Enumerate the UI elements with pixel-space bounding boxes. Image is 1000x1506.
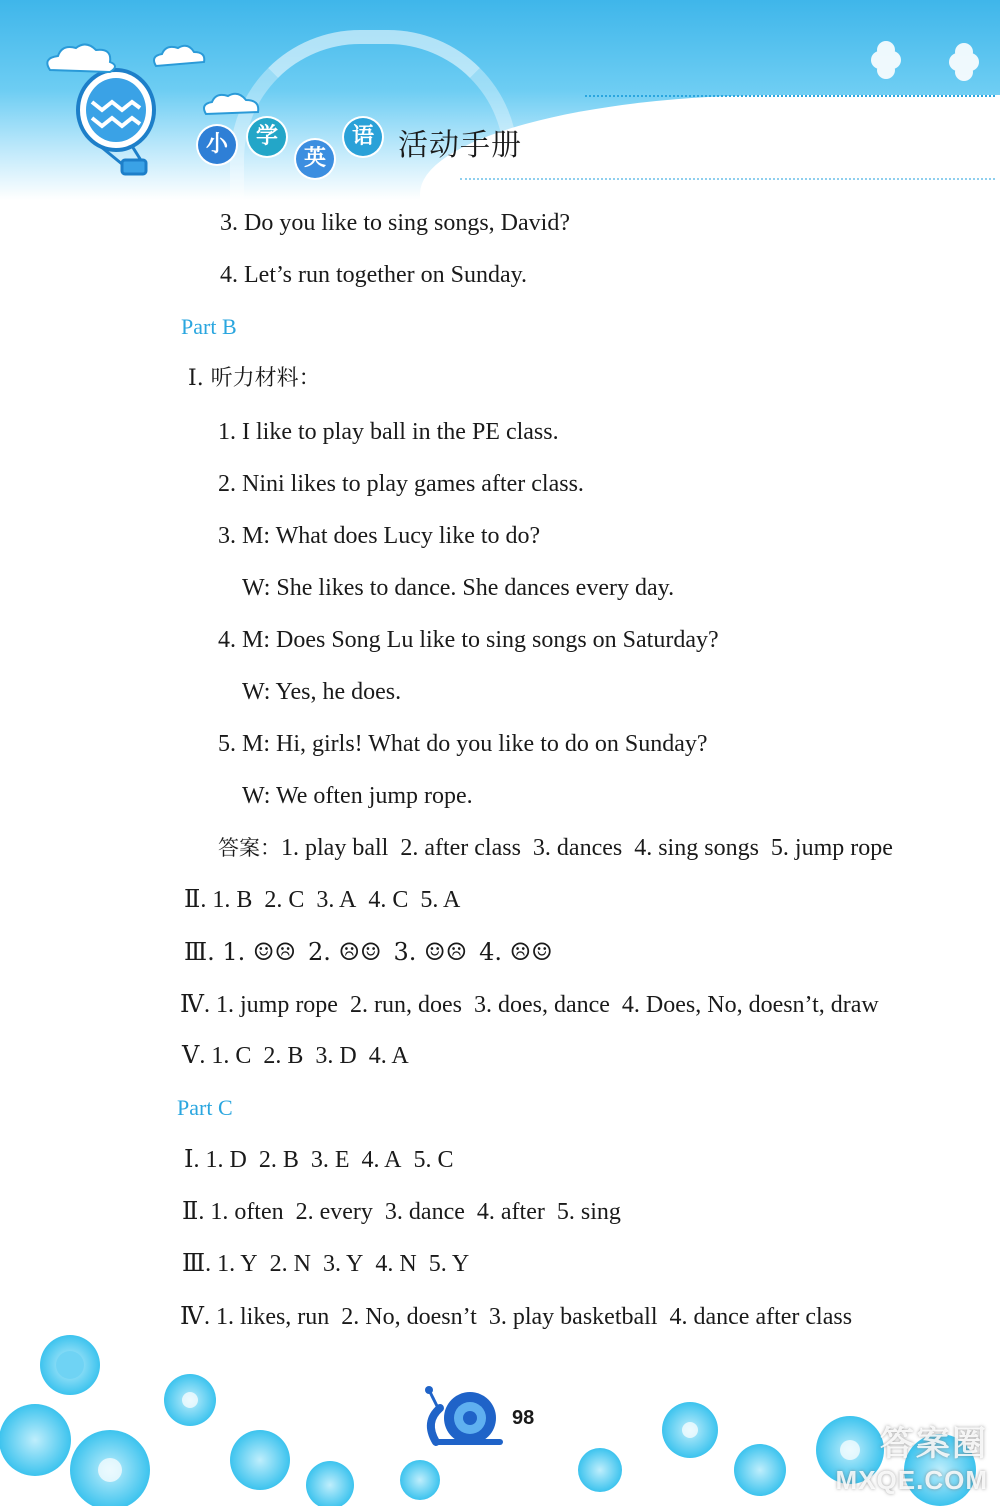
title-char-bubble: 小 — [198, 126, 236, 164]
answer-item: 5. jump rope — [770, 835, 893, 861]
text-line: 4. Let’s run together on Sunday. — [220, 262, 528, 288]
answer-item: 2. every — [295, 1199, 373, 1225]
text-line: 5. M: Hi, girls! What do you like to do on Sunday? — [218, 731, 708, 757]
cloud-icon — [200, 88, 270, 120]
title-char-bubble: 语 — [344, 118, 382, 156]
answer-item: 2. No, doesn’t — [341, 1304, 477, 1330]
hot-air-balloon-icon — [70, 68, 170, 178]
header-dotted-line-bottom — [460, 178, 995, 180]
answer-item: 4. ☹☺ — [479, 938, 553, 966]
page-number: 98 — [512, 1407, 535, 1429]
text-line: 2. Nini likes to play games after class. — [218, 471, 584, 497]
answer-item: 2. C — [264, 887, 305, 913]
snail-icon — [425, 1386, 500, 1444]
answer-line — [180, 990, 879, 1020]
answer-item: Ⅳ. 1. jump rope — [180, 992, 338, 1018]
answer-item: 3. dances — [532, 835, 623, 861]
answer-item: 4. dance after class — [669, 1304, 853, 1330]
answer-line — [218, 833, 893, 863]
title-text: 活动手册 — [398, 128, 522, 163]
answer-item: Ⅲ. 1. Y — [182, 1251, 258, 1277]
answer-item: 3. dance — [384, 1199, 465, 1225]
answer-item: 3. D — [315, 1043, 357, 1069]
clover-decoration-icon — [860, 40, 990, 90]
answer-item: 3. ☺☹ — [393, 938, 468, 966]
answer-item: Ⅰ. 1. D — [184, 1147, 247, 1173]
answer-item: 2. ☹☺ — [307, 938, 382, 966]
answer-item: 3. A — [316, 887, 357, 913]
site-watermark — [836, 1416, 988, 1496]
text-line: 4. M: Does Song Lu like to sing songs on Saturday? — [218, 627, 719, 653]
answer-item: Ⅴ. 1. C — [182, 1043, 252, 1069]
watermark-top: 答案圈 — [880, 1425, 988, 1463]
text-line: 3. Do you like to sing songs, David? — [220, 210, 570, 236]
cloud-icon — [150, 42, 210, 72]
answer-item: Ⅳ. 1. likes, run — [180, 1304, 330, 1330]
answer-item: 3. Y — [322, 1251, 364, 1277]
answer-item: 3. does, dance — [473, 992, 610, 1018]
section-heading-part-c: Part C — [177, 1095, 233, 1120]
answer-item: 4. sing songs — [634, 835, 759, 861]
text-line: W: Yes, he does. — [242, 679, 402, 705]
title-char-bubble: 学 — [248, 118, 286, 156]
answer-line — [182, 1041, 409, 1071]
answer-item: 5. Y — [428, 1251, 470, 1277]
cloud-icon — [40, 40, 130, 80]
answer-item: 5. A — [420, 887, 461, 913]
text-line: W: We often jump rope. — [242, 783, 473, 809]
answer-line-faces — [184, 937, 553, 967]
answer-item: 2. B — [263, 1043, 304, 1069]
title-char-bubble: 英 — [296, 140, 334, 178]
answer-item: 3. play basketball — [488, 1304, 658, 1330]
section-heading-part-b: Part B — [181, 314, 237, 339]
answer-line — [184, 885, 460, 915]
text-line: 1. I like to play ball in the PE class. — [218, 419, 559, 445]
answer-item: 5. C — [413, 1147, 454, 1173]
answer-item: Ⅲ. 1. ☺☹ — [184, 938, 296, 966]
answer-item: Ⅱ. 1. often — [182, 1199, 284, 1225]
answer-item: 1. play ball — [281, 835, 389, 861]
answer-line — [184, 1145, 454, 1175]
answer-item: 2. after class — [400, 835, 521, 861]
answer-item: 2. N — [269, 1251, 311, 1277]
text-line: 3. M: What does Lucy like to do? — [218, 523, 541, 549]
answer-label: 答案： — [218, 836, 281, 860]
answer-item: 3. E — [310, 1147, 350, 1173]
answer-item: 4. A — [361, 1147, 402, 1173]
watermark-bottom: MXQE.COM — [835, 1465, 988, 1495]
answer-item: 5. sing — [556, 1199, 621, 1225]
answer-item: 4. N — [375, 1251, 417, 1277]
answer-item: 4. after — [476, 1199, 545, 1225]
answer-item: 2. B — [258, 1147, 299, 1173]
header-dotted-line-top — [585, 95, 995, 97]
answer-item: 2. run, does — [349, 992, 462, 1018]
answer-item: 4. Does, No, doesn’t, draw — [621, 992, 879, 1018]
text-line: W: She likes to dance. She dances every day. — [242, 575, 675, 601]
answer-line — [182, 1197, 621, 1227]
answer-item: Ⅱ. 1. B — [184, 887, 253, 913]
answer-item: 4. A — [368, 1043, 409, 1069]
answer-item: 4. C — [368, 887, 409, 913]
answer-line — [182, 1249, 469, 1279]
subsection-heading: Ⅰ. 听力材料： — [188, 366, 321, 391]
